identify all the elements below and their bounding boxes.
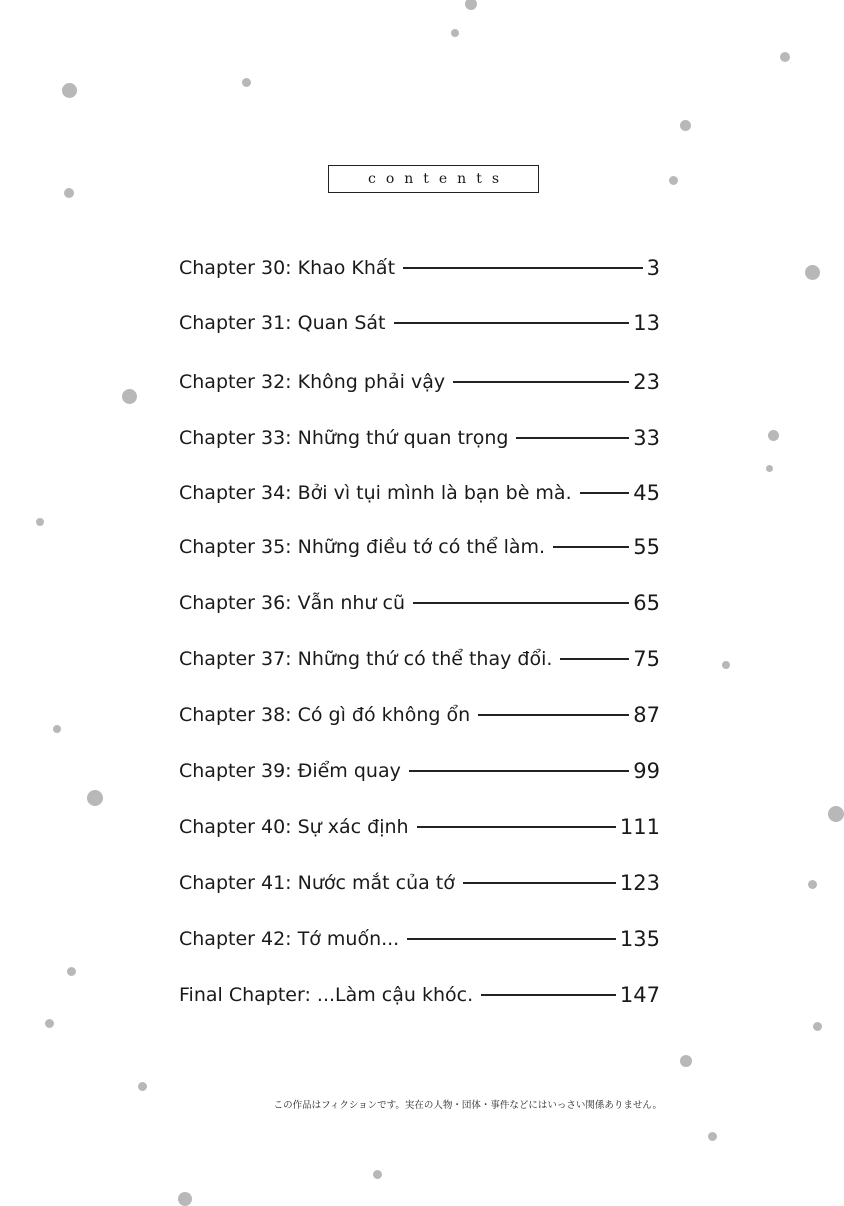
toc-leader-line — [481, 994, 616, 996]
toc-leader-line — [463, 882, 616, 884]
toc-leader-line — [413, 602, 629, 604]
decor-dot — [766, 465, 773, 472]
toc-leader-line — [478, 714, 629, 716]
toc-entry-title: Chapter 42: Tớ muốn... — [179, 928, 400, 950]
toc-entry-title: Final Chapter: ...Làm cậu khóc. — [179, 984, 474, 1006]
toc-entry[interactable] — [179, 366, 660, 398]
toc-entry-title: Chapter 34: Bởi vì tụi mình là bạn bè mà. — [179, 482, 572, 504]
toc-entry-page: 135 — [619, 927, 660, 951]
toc-entry-title: Chapter 38: Có gì đó không ổn — [179, 704, 471, 726]
fiction-disclaimer: この作品はフィクションです。実在の人物・団体・事件などにはいっさい関係ありません。 — [273, 1100, 662, 1111]
decor-dot — [138, 1082, 147, 1091]
decor-dot — [64, 188, 74, 198]
decor-dot — [53, 725, 61, 733]
toc-entry[interactable] — [179, 252, 660, 284]
decor-dot — [669, 176, 678, 185]
toc-entry-title: Chapter 33: Những thứ quan trọng — [179, 427, 509, 449]
toc-entry[interactable] — [179, 867, 660, 899]
decor-dot — [451, 29, 459, 37]
toc-entry-page: 55 — [633, 535, 660, 559]
decor-dot — [62, 83, 77, 98]
toc-entry[interactable] — [179, 755, 660, 787]
decor-dot — [680, 120, 691, 131]
toc-leader-line — [417, 826, 616, 828]
toc-entry-title: Chapter 41: Nước mắt của tớ — [179, 872, 455, 894]
decor-dot — [722, 661, 730, 669]
decor-dot — [87, 790, 103, 806]
toc-entry-title: Chapter 30: Khao Khất — [179, 257, 396, 279]
toc-entry[interactable] — [179, 699, 660, 731]
decor-dot — [708, 1132, 717, 1141]
toc-leader-line — [403, 267, 643, 269]
toc-entry-page: 75 — [633, 647, 660, 671]
decor-dot — [780, 52, 790, 62]
decor-dot — [36, 518, 44, 526]
toc-entry-page: 99 — [633, 759, 660, 783]
toc-entry-title: Chapter 40: Sự xác định — [179, 816, 409, 838]
contents-heading — [328, 165, 539, 193]
toc-entry-title: Chapter 39: Điểm quay — [179, 760, 401, 782]
decor-dot — [768, 430, 779, 441]
decor-dot — [805, 265, 820, 280]
decor-dot — [680, 1055, 692, 1067]
toc-entry[interactable] — [179, 531, 660, 563]
toc-entry[interactable] — [179, 643, 660, 675]
decor-dot — [808, 880, 817, 889]
toc-entry[interactable] — [179, 422, 660, 454]
decor-dot — [45, 1019, 54, 1028]
decor-dot — [828, 806, 844, 822]
toc-leader-line — [580, 492, 630, 494]
decor-dot — [813, 1022, 822, 1031]
toc-entry-title: Chapter 35: Những điều tớ có thể làm. — [179, 536, 546, 558]
toc-entry-page: 147 — [619, 983, 660, 1007]
toc-entry[interactable] — [179, 923, 660, 955]
toc-leader-line — [407, 938, 616, 940]
toc-entry-page: 23 — [633, 370, 660, 394]
toc-entry[interactable] — [179, 477, 660, 509]
toc-entry-title: Chapter 36: Vẫn như cũ — [179, 592, 405, 614]
toc-entry[interactable] — [179, 587, 660, 619]
decor-dot — [373, 1170, 382, 1179]
decor-dot — [122, 389, 137, 404]
toc-entry[interactable] — [179, 811, 660, 843]
toc-entry-page: 33 — [633, 426, 660, 450]
toc-entry-page: 123 — [619, 871, 660, 895]
decor-dot — [67, 967, 76, 976]
decor-dot — [242, 78, 251, 87]
decor-dot — [465, 0, 477, 10]
toc-entry[interactable] — [179, 307, 660, 339]
toc-entry-title: Chapter 31: Quan Sát — [179, 312, 386, 334]
decor-dot — [178, 1192, 192, 1206]
toc-entry-page: 45 — [633, 481, 660, 505]
toc-entry-page: 3 — [646, 256, 660, 280]
toc-leader-line — [394, 322, 630, 324]
toc-leader-line — [553, 546, 629, 548]
toc-entry[interactable] — [179, 979, 660, 1011]
toc-leader-line — [516, 437, 629, 439]
toc-entry-page: 65 — [633, 591, 660, 615]
toc-entry-page: 87 — [633, 703, 660, 727]
toc-entry-page: 111 — [619, 815, 660, 839]
toc-leader-line — [560, 658, 629, 660]
toc-leader-line — [409, 770, 629, 772]
contents-heading-label: contents — [367, 171, 510, 187]
toc-entry-title: Chapter 37: Những thứ có thể thay đổi. — [179, 648, 553, 670]
toc-entry-page: 13 — [633, 311, 660, 335]
toc-leader-line — [453, 381, 629, 383]
toc-entry-title: Chapter 32: Không phải vậy — [179, 371, 446, 393]
